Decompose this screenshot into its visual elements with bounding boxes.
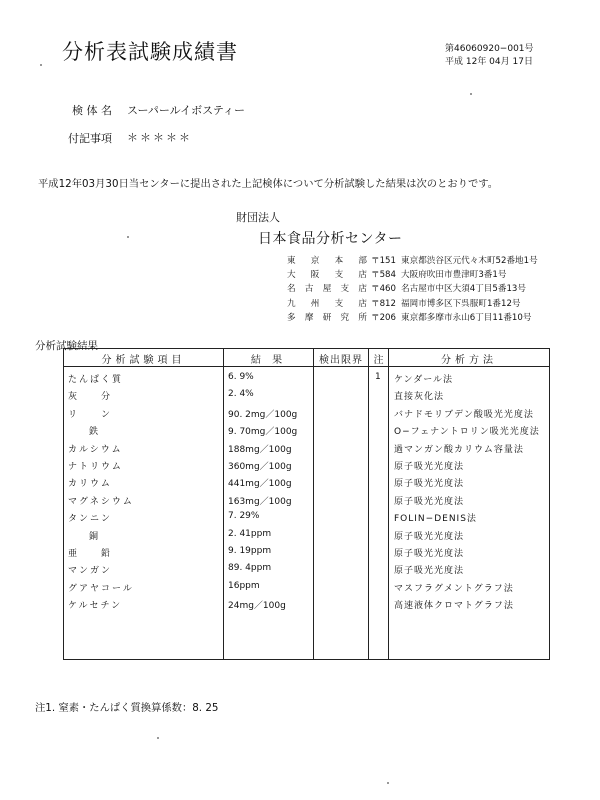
- cell-result: 2. 4%: [228, 389, 254, 400]
- table-header-rule: [63, 366, 550, 367]
- office-name: 名 古 屋 支 店: [287, 284, 367, 295]
- intro-text: 平成12年03月30日当センターに提出された上記検体について分析試験した結果は次のとおりです。: [38, 178, 499, 190]
- header-result: 結 果: [250, 355, 287, 366]
- table-row: [0, 442, 600, 459]
- table-row: [0, 407, 600, 424]
- table-row: [0, 424, 600, 441]
- header-method: 分析方法: [441, 355, 497, 366]
- cell-method: マスフラグメントグラフ法: [394, 583, 514, 594]
- cell-result: 7. 29%: [228, 511, 260, 522]
- cell-result: 90. 2mg／100g: [228, 409, 298, 420]
- office-name: 九 州 支 店: [287, 298, 367, 309]
- office-address: 福岡市博多区下呉服町1番12号: [401, 298, 521, 309]
- cell-method: 過マンガン酸カリウム容量法: [394, 444, 524, 455]
- cell-result: 360mg／100g: [228, 462, 292, 472]
- cell-item: 鉄: [89, 427, 101, 438]
- issuer-foundation: 財団法人: [236, 211, 280, 224]
- cell-item: マンガン: [68, 566, 113, 577]
- document-meta: [445, 43, 534, 69]
- cell-item: カリウム: [68, 479, 112, 490]
- cell-result: 89. 4ppm: [228, 563, 272, 574]
- cell-method: バナドモリブデン酸吸光光度法: [394, 409, 534, 420]
- scan-speck: [470, 93, 472, 95]
- specimen-notes-value: ＊＊＊＊＊: [127, 131, 192, 144]
- scan-speck: [157, 737, 159, 739]
- table-row: [0, 511, 600, 528]
- header-note: 注: [373, 355, 384, 366]
- cell-item: ナトリウム: [68, 462, 123, 472]
- cell-result: 16ppm: [228, 580, 260, 591]
- office-address: 大阪府吹田市豊津町3番1号: [401, 270, 507, 281]
- office-zip: 〒151: [371, 256, 396, 266]
- table-row: [0, 476, 600, 493]
- cell-result: 441mg／100g: [228, 479, 292, 490]
- table-row: [0, 459, 600, 476]
- office-name: 大 阪 支 店: [287, 270, 367, 281]
- cell-item: ケルセチン: [68, 601, 123, 612]
- cell-item: カルシウム: [68, 444, 123, 455]
- specimen-notes-label: 付記事項: [68, 132, 112, 145]
- office-zip: 〒460: [371, 284, 396, 295]
- table-row: [0, 598, 600, 615]
- table-row: [0, 546, 600, 563]
- office-name: 多 摩 研 究 所: [287, 312, 367, 323]
- specimen-name-value: スーパールイボスティー: [127, 104, 246, 117]
- office-zip: 〒812: [371, 298, 396, 309]
- cell-method: 原子吸光光度法: [394, 549, 465, 559]
- scan-speck: [387, 782, 389, 784]
- scan-speck: [127, 236, 129, 238]
- table-row: [0, 581, 600, 598]
- results-section-label: 分析試験結果: [35, 340, 98, 352]
- cell-note: 1: [375, 372, 381, 382]
- office-zip: 〒206: [371, 312, 396, 323]
- office-address: 東京都多摩市永山6丁目11番10号: [401, 312, 532, 323]
- scan-speck: [40, 64, 42, 66]
- header-item: 分析試験項目: [101, 355, 186, 366]
- document-number: 第46060920−001号: [445, 44, 534, 54]
- cell-item: 亜 鉛: [68, 549, 113, 559]
- cell-item: たんぱく質: [68, 375, 124, 385]
- document-date: 平成 12年 04月 17日: [445, 57, 533, 67]
- cell-method: 原子吸光光度法: [394, 479, 465, 490]
- cell-result: 24mg／100g: [228, 601, 286, 612]
- cell-method: 直接灰化法: [394, 392, 445, 403]
- cell-method: 原子吸光光度法: [394, 496, 465, 507]
- cell-item: 灰 分: [68, 392, 113, 403]
- cell-item: 銅: [89, 531, 101, 542]
- cell-method: 原子吸光光度法: [394, 531, 465, 542]
- cell-result: 188mg／100g: [228, 444, 292, 455]
- cell-result: 163mg／100g: [228, 496, 292, 507]
- header-limit: 検出限界: [319, 355, 363, 366]
- cell-result: 2. 41ppm: [228, 528, 272, 539]
- cell-method: 原子吸光光度法: [394, 462, 465, 472]
- cell-item: グアヤコール: [68, 583, 134, 594]
- cell-item: タンニン: [68, 514, 113, 525]
- cell-method: ケンダール法: [394, 375, 454, 385]
- office-zip: 〒584: [371, 270, 396, 281]
- cell-item: リ ン: [68, 409, 113, 420]
- issuer-name: 日本食品分析センター: [258, 231, 403, 247]
- cell-method: 高速液体クロマトグラフ法: [394, 601, 514, 612]
- table-row: [0, 563, 600, 580]
- cell-item: マグネシウム: [68, 496, 134, 507]
- document-title: 分析表試験成績書: [62, 40, 238, 64]
- cell-method: FOLIN−DENIS法: [394, 514, 477, 525]
- footnote: 注1. 窒素・たんぱく質換算係数：8. 25: [35, 702, 219, 714]
- office-address: 東京都渋谷区元代々木町52番地1号: [401, 256, 538, 266]
- table-row: [0, 529, 600, 546]
- cell-method: 原子吸光光度法: [394, 566, 465, 577]
- cell-result: 9. 70mg／100g: [228, 427, 298, 438]
- office-name: 東 京 本 部: [287, 256, 367, 266]
- table-row: [0, 494, 600, 511]
- table-row: [0, 372, 600, 389]
- cell-result: 9. 19ppm: [228, 546, 272, 556]
- cell-result: 6. 9%: [228, 372, 254, 382]
- specimen-name-label: 検 体 名: [72, 104, 112, 117]
- table-row: [0, 389, 600, 406]
- office-address: 名古屋市中区大須4丁目5番13号: [401, 284, 526, 295]
- cell-method: O−フェナントロリン吸光光度法: [394, 427, 540, 438]
